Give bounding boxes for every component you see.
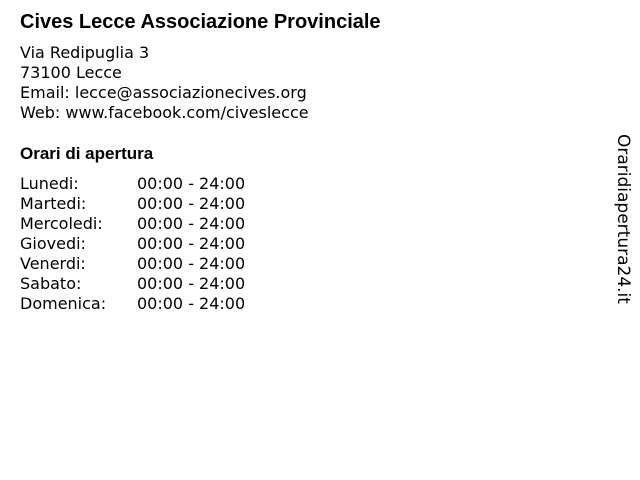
- day-label: Mercoledi:: [20, 214, 103, 233]
- time-range: 00:00 - 24:00: [137, 254, 246, 273]
- time-range: 00:00 - 24:00: [137, 294, 246, 313]
- day-label: Martedi:: [20, 194, 87, 213]
- day-label: Domenica:: [20, 294, 107, 313]
- watermark-text: Oraridiapertura24.it: [613, 134, 633, 304]
- time-range: 00:00 - 24:00: [137, 234, 246, 253]
- day-label: Venerdi:: [20, 254, 86, 273]
- contact-block: [20, 43, 309, 123]
- address-city: 73100 Lecce: [20, 63, 122, 82]
- day-label: Lunedi:: [20, 174, 79, 193]
- time-range: 00:00 - 24:00: [137, 214, 246, 233]
- business-name: Cives Lecce Associazione Provinciale: [20, 11, 381, 33]
- day-label: Sabato:: [20, 274, 82, 293]
- email-line: Email: lecce@associazionecives.org: [20, 83, 307, 102]
- site-watermark: [608, 134, 638, 310]
- web-line: Web: www.facebook.com/civeslecce: [20, 103, 309, 122]
- hours-heading: Orari di apertura: [20, 144, 154, 163]
- address-street: Via Redipuglia 3: [20, 43, 150, 62]
- time-range: 00:00 - 24:00: [137, 274, 246, 293]
- day-label: Giovedi:: [20, 234, 86, 253]
- time-range: 00:00 - 24:00: [137, 174, 246, 193]
- time-range: 00:00 - 24:00: [137, 194, 246, 213]
